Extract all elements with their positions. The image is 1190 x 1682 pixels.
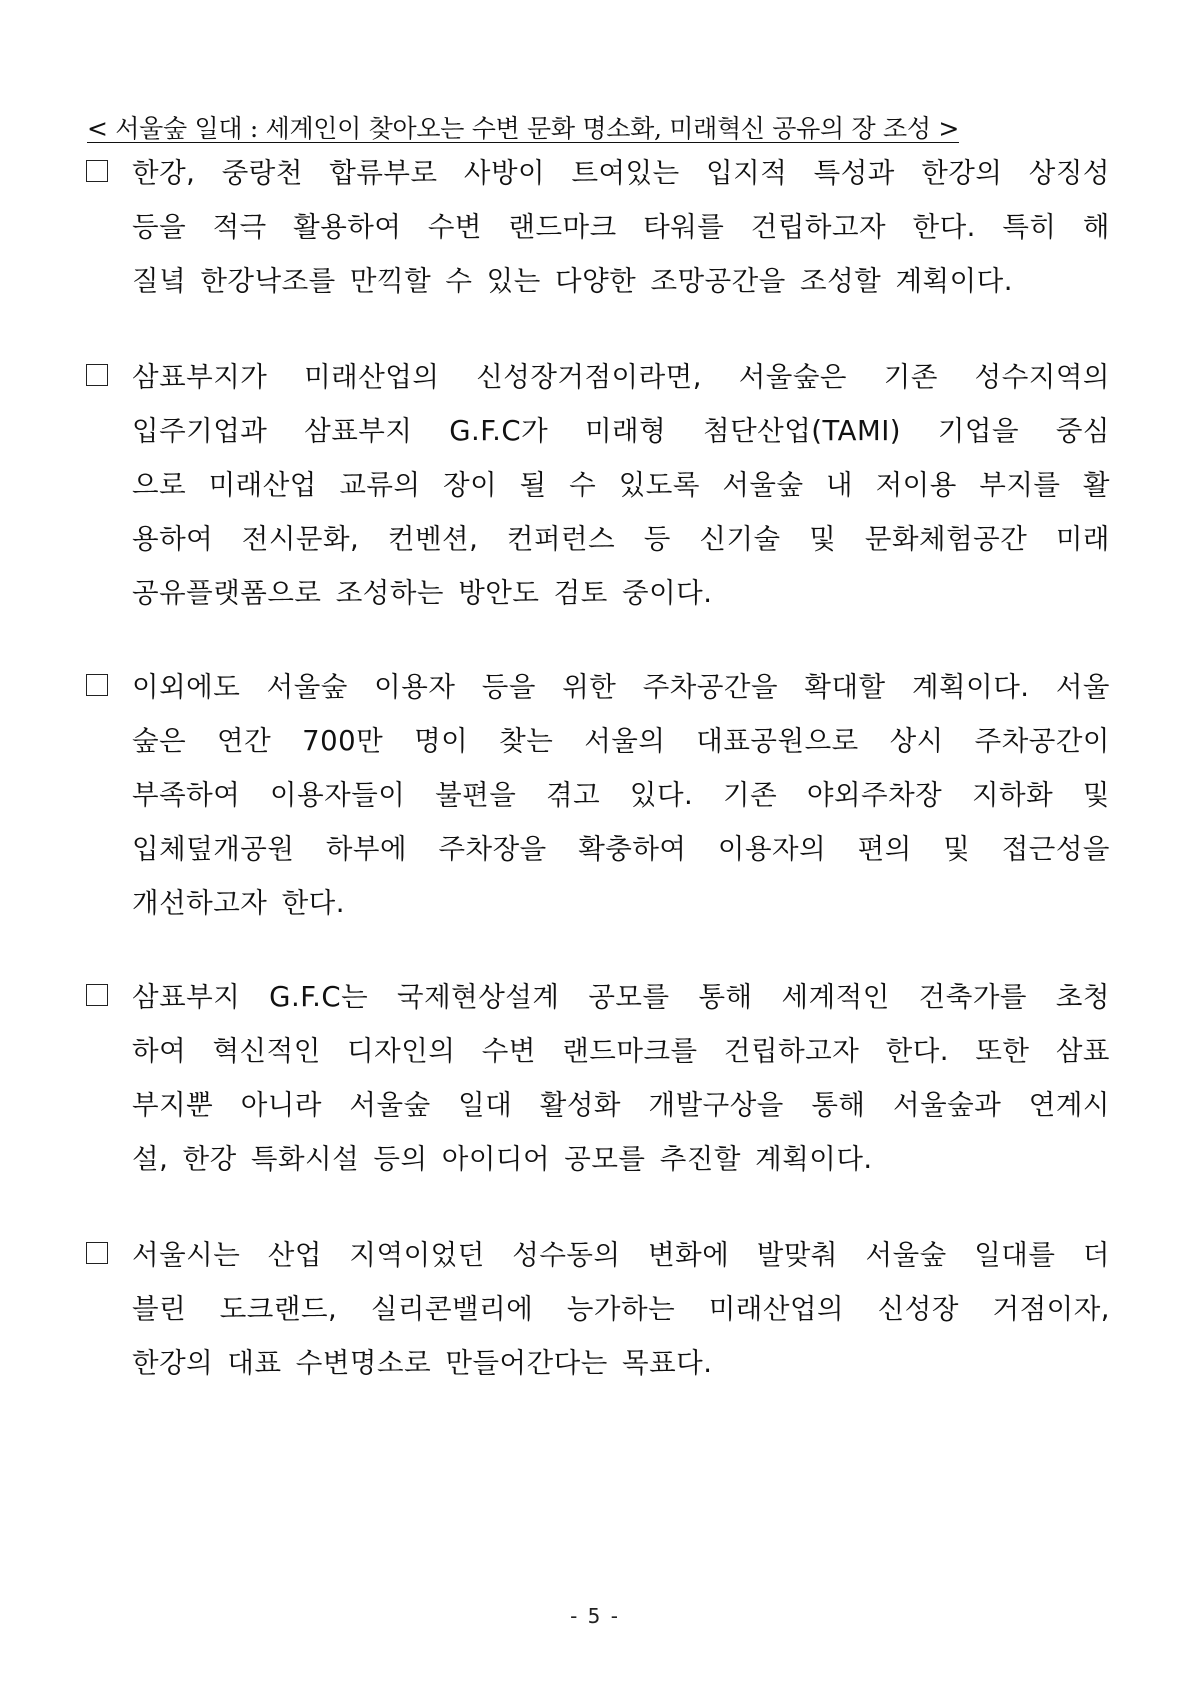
page-number: - 5 - [570,1604,620,1628]
checkbox-bullet-icon [86,160,108,182]
checkbox-bullet-icon [86,984,108,1006]
paragraph-line: 질녘 한강낙조를 만끽할 수 있는 다양한 조망공간을 조성할 계획이다. [132,265,1013,297]
paragraph-line: 입주기업과 삼표부지 G.F.C가 미래형 첨단산업(TAMI) 기업을 중심 [132,415,1110,447]
checkbox-bullet-icon [86,364,108,386]
paragraph-line: 개선하고자 한다. [132,887,345,919]
paragraph-line: 공유플랫폼으로 조성하는 방안도 검토 중이다. [132,577,713,609]
paragraph-line: 숲은 연간 700만 명이 찾는 서울의 대표공원으로 상시 주차공간이 [132,725,1110,757]
checkbox-bullet-icon [86,674,108,696]
paragraph-1 [86,146,1110,308]
paragraph-line: 하여 혁신적인 디자인의 수변 랜드마크를 건립하고자 한다. 또한 삼표 [132,1035,1110,1067]
paragraph-line: 삼표부지 G.F.C는 국제현상설계 공모를 통해 세계적인 건축가를 초청 [132,981,1110,1013]
paragraph-text [132,970,1110,1186]
paragraph-2 [86,350,1110,620]
paragraph-line: 설, 한강 특화시설 등의 아이디어 공모를 추진할 계획이다. [132,1143,873,1175]
paragraph-line: 등을 적극 활용하여 수변 랜드마크 타워를 건립하고자 한다. 특히 해 [132,211,1110,243]
paragraph-line: 부족하여 이용자들이 불편을 겪고 있다. 기존 야외주차장 지하화 및 [132,779,1110,811]
paragraph-5 [86,1228,1110,1390]
section-heading: < 서울숲 일대 : 세계인이 찾아오는 수변 문화 명소화, 미래혁신 공유의 장 조성 > [87,114,959,143]
paragraph-line: 한강의 대표 수변명소로 만들어간다는 목표다. [132,1347,713,1379]
paragraph-text [132,1228,1110,1390]
checkbox-bullet-icon [86,1242,108,1264]
paragraph-line: 한강, 중랑천 합류부로 사방이 트여있는 입지적 특성과 한강의 상징성 [132,157,1110,189]
paragraph-4 [86,970,1110,1186]
paragraph-line: 이외에도 서울숲 이용자 등을 위한 주차공간을 확대할 계획이다. 서울 [132,671,1110,703]
paragraph-line: 부지뿐 아니라 서울숲 일대 활성화 개발구상을 통해 서울숲과 연계시 [132,1089,1110,1121]
paragraph-line: 서울시는 산업 지역이었던 성수동의 변화에 발맞춰 서울숲 일대를 더 [132,1239,1110,1271]
paragraph-line: 용하여 전시문화, 컨벤션, 컨퍼런스 등 신기술 및 문화체험공간 미래 [132,523,1110,555]
paragraph-3 [86,660,1110,930]
paragraph-text [132,660,1110,930]
paragraph-line: 으로 미래산업 교류의 장이 될 수 있도록 서울숲 내 저이용 부지를 활 [132,469,1110,501]
paragraph-text [132,350,1110,620]
paragraph-line: 블린 도크랜드, 실리콘밸리에 능가하는 미래산업의 신성장 거점이자, [132,1293,1110,1325]
paragraph-text [132,146,1110,308]
paragraph-line: 삼표부지가 미래산업의 신성장거점이라면, 서울숲은 기존 성수지역의 [132,361,1110,393]
paragraph-line: 입체덮개공원 하부에 주차장을 확충하여 이용자의 편의 및 접근성을 [132,833,1110,865]
